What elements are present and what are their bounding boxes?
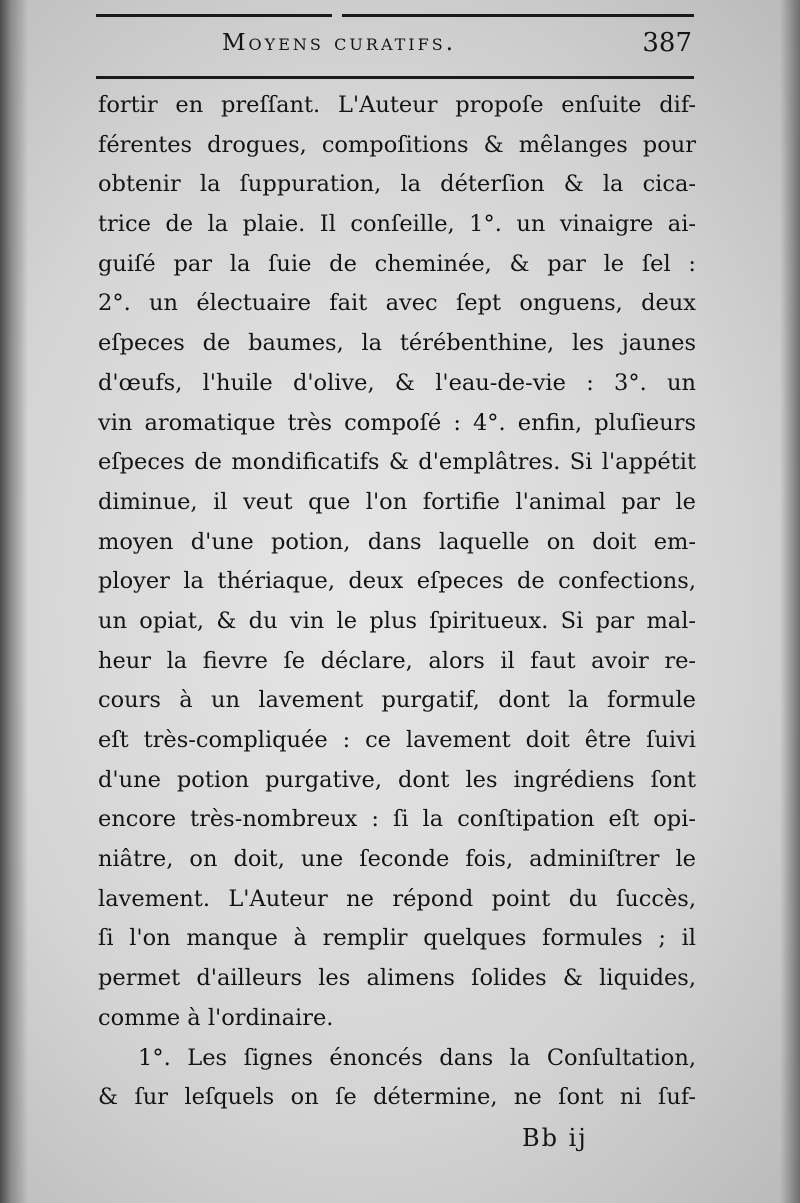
text-line: trice de la plaie. Il conſeille, 1°. un vinaigre ai- bbox=[98, 211, 696, 238]
signature-mark: Bb ij bbox=[522, 1124, 588, 1152]
text-line: eſpeces de baumes, la térébenthine, les jaunes bbox=[98, 330, 696, 357]
text-line: eſpeces de mondificatifs & d'emplâtres. Si l'appétit bbox=[98, 449, 696, 476]
text-line: encore très-nombreux : ſi la conſtipation eſt opi- bbox=[98, 806, 696, 833]
spine-shadow bbox=[0, 0, 28, 1203]
text-line: permet d'ailleurs les alimens ſolides & liquides, bbox=[98, 965, 696, 992]
text-line: eſt très-compliquée : ce lavement doit être ſuivi bbox=[98, 727, 696, 753]
text-line: 2°. un électuaire fait avec ſept onguens, deux bbox=[98, 290, 696, 317]
text-line: d'une potion purgative, dont les ingrédiens ſont bbox=[98, 766, 696, 793]
text-line: ſi l'on manque à remplir quelques formules ; il bbox=[98, 925, 696, 952]
text-line: cours à un lavement purgatif, dont la formule bbox=[98, 687, 696, 714]
text-line: ployer la thériaque, deux eſpeces de confections, bbox=[98, 568, 696, 595]
body-text bbox=[98, 86, 696, 1118]
text-line: & ſur leſquels on ſe détermine, ne ſont ni ſuf- bbox=[98, 1084, 696, 1111]
text-line-paragraph-end: comme à l'ordinaire. bbox=[98, 1004, 334, 1031]
text-line: fortir en preſſant. L'Auteur propoſe enſuite dif- bbox=[98, 92, 696, 118]
text-line: diminue, il veut que l'on fortifie l'animal par le bbox=[98, 488, 696, 515]
text-line: d'œufs, l'huile d'olive, & l'eau-de-vie : 3°. un bbox=[98, 369, 696, 396]
header-top-rule-right bbox=[342, 14, 694, 17]
text-line: heur la fievre ſe déclare, alors il faut avoir re- bbox=[98, 647, 696, 674]
text-line: un opiat, & du vin le plus ſpiritueux. Si par mal- bbox=[98, 607, 696, 634]
header-bottom-rule bbox=[96, 76, 694, 79]
text-line-paragraph-start: 1°. Les ſignes énoncés dans la Conſultation, bbox=[138, 1044, 696, 1071]
header-top-rule-left bbox=[96, 14, 332, 17]
page-edge-shadow bbox=[780, 0, 800, 1203]
running-head: Moyens curatifs. bbox=[222, 30, 457, 56]
text-line: moyen d'une potion, dans laquelle on doit em- bbox=[98, 528, 696, 555]
page-number: 387 bbox=[642, 28, 692, 58]
text-line: guiſé par la ſuie de cheminée, & par le ſel : bbox=[98, 250, 696, 277]
text-line: lavement. L'Auteur ne répond point du ſuccès, bbox=[98, 885, 696, 912]
text-line: vin aromatique très compoſé : 4°. enfin, pluſieurs bbox=[98, 409, 696, 436]
page-header bbox=[96, 28, 694, 68]
text-line: obtenir la ſuppuration, la déterſion & la cica- bbox=[98, 171, 696, 198]
text-line: férentes drogues, compoſitions & mêlanges pour bbox=[98, 131, 696, 158]
text-line: niâtre, on doit, une ſeconde fois, adminiſtrer le bbox=[98, 846, 696, 873]
